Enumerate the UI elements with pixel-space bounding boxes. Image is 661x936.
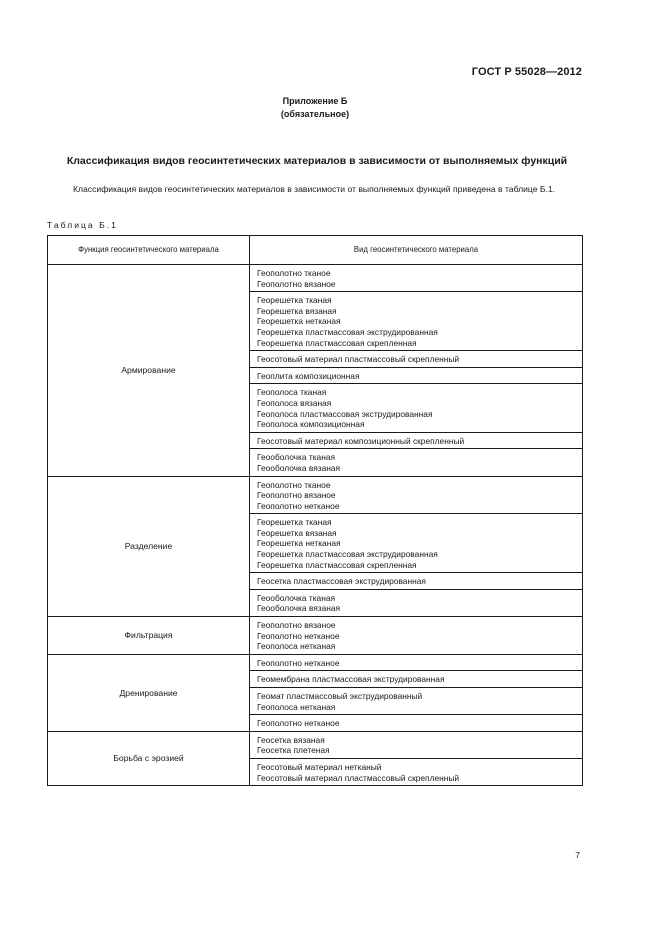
page-number: 7	[575, 850, 580, 860]
function-cell: Разделение	[48, 476, 250, 617]
material-line: Георешетка пластмассовая скрепленная	[257, 337, 417, 348]
material-cell	[250, 688, 583, 715]
material-cell	[250, 671, 583, 688]
material-line: Геооболочка вязаная	[257, 462, 341, 473]
material-line: Геополоса вязаная	[257, 397, 332, 408]
material-cell	[250, 292, 583, 351]
material-cell	[250, 449, 583, 476]
material-line: Геополотно вязаное	[257, 490, 336, 501]
material-line: Геоплита композиционная	[257, 370, 360, 381]
table-header-row	[48, 236, 583, 265]
material-line: Георешетка пластмассовая скрепленная	[257, 559, 417, 570]
material-line: Геосетка плетеная	[257, 745, 330, 756]
material-line: Геополотно тканое	[257, 479, 331, 490]
classification-table	[47, 235, 583, 786]
material-line: Геосетка вязаная	[257, 734, 325, 745]
material-line: Георешетка пластмассовая экструдированная	[257, 326, 438, 337]
function-cell: Дренирование	[48, 654, 250, 731]
material-line: Георешетка вязаная	[257, 527, 337, 538]
table-caption: Таблица Б.1	[47, 220, 118, 230]
material-line: Геополоса пластмассовая экструдированная	[257, 408, 433, 419]
table-row	[48, 476, 583, 514]
material-cell	[250, 351, 583, 368]
table-row	[48, 617, 583, 655]
material-line: Геополотно нетканое	[257, 630, 340, 641]
material-cell	[250, 589, 583, 616]
material-cell	[250, 514, 583, 573]
material-line: Геооболочка вязаная	[257, 603, 341, 614]
material-line: Георешетка тканая	[257, 517, 332, 528]
material-line: Геополоса нетканая	[257, 701, 336, 712]
function-cell: Борьба с эрозией	[48, 731, 250, 785]
section-heading: Классификация видов геосинтетических материалов в зависимости от выполняемых функций	[66, 155, 568, 167]
material-cell	[250, 432, 583, 449]
material-cell	[250, 654, 583, 671]
material-line: Георешетка нетканая	[257, 316, 341, 327]
material-line: Геополоса нетканая	[257, 641, 336, 652]
material-line: Геополоса композиционная	[257, 419, 365, 430]
function-cell: Армирование	[48, 265, 250, 477]
material-line: Геополотно нетканое	[257, 718, 340, 729]
appendix-title: Приложение Б	[282, 96, 348, 106]
material-cell	[250, 476, 583, 514]
material-line: Геополотно вязаное	[257, 620, 336, 631]
header-function: Функция геосинтетического материала	[48, 236, 250, 265]
material-cell	[250, 384, 583, 432]
material-line: Геосотовый материал композиционный скрепленный	[257, 435, 465, 446]
material-cell	[250, 731, 583, 758]
material-cell	[250, 573, 583, 590]
material-line: Геосетка пластмассовая экструдированная	[257, 576, 426, 587]
material-cell	[250, 617, 583, 655]
function-cell: Фильтрация	[48, 617, 250, 655]
material-line: Геооболочка тканая	[257, 452, 336, 463]
material-cell	[250, 758, 583, 785]
material-line: Геополотно вязаное	[257, 278, 336, 289]
appendix-status: (обязательное)	[280, 109, 350, 119]
material-line: Георешетка тканая	[257, 295, 332, 306]
material-cell	[250, 367, 583, 384]
material-line: Георешетка нетканая	[257, 538, 341, 549]
header-material: Вид геосинтетического материала	[250, 236, 583, 265]
material-line: Георешетка вязаная	[257, 305, 337, 316]
table-body	[48, 265, 583, 786]
table-row	[48, 731, 583, 758]
material-line: Геосотовый материал пластмассовый скрепленный	[257, 772, 460, 783]
material-line: Геооболочка тканая	[257, 592, 336, 603]
material-line: Геомат пластмассовый экструдированный	[257, 691, 423, 701]
material-line: Геомембрана пластмассовая экструдированная	[257, 674, 445, 685]
table-row	[48, 265, 583, 292]
table-row	[48, 654, 583, 671]
material-line: Георешетка пластмассовая экструдированная	[257, 549, 438, 560]
material-line: Геополотно тканое	[257, 268, 331, 278]
material-line: Геополоса тканая	[257, 387, 327, 398]
material-cell	[250, 715, 583, 732]
intro-paragraph: Классификация видов геосинтетических материалов в зависимости от выполняемых функций приведена в таблице Б.1.	[73, 184, 556, 194]
standard-code: ГОСТ Р 55028—2012	[471, 66, 582, 78]
material-cell	[250, 265, 583, 292]
material-line: Геосотовый материал нетканый	[257, 761, 382, 772]
material-line: Геополотно нетканое	[257, 657, 340, 668]
material-line: Геополотно нетканое	[257, 500, 340, 511]
appendix-heading	[0, 95, 630, 121]
material-line: Геосотовый материал пластмассовый скрепленный	[257, 354, 460, 365]
